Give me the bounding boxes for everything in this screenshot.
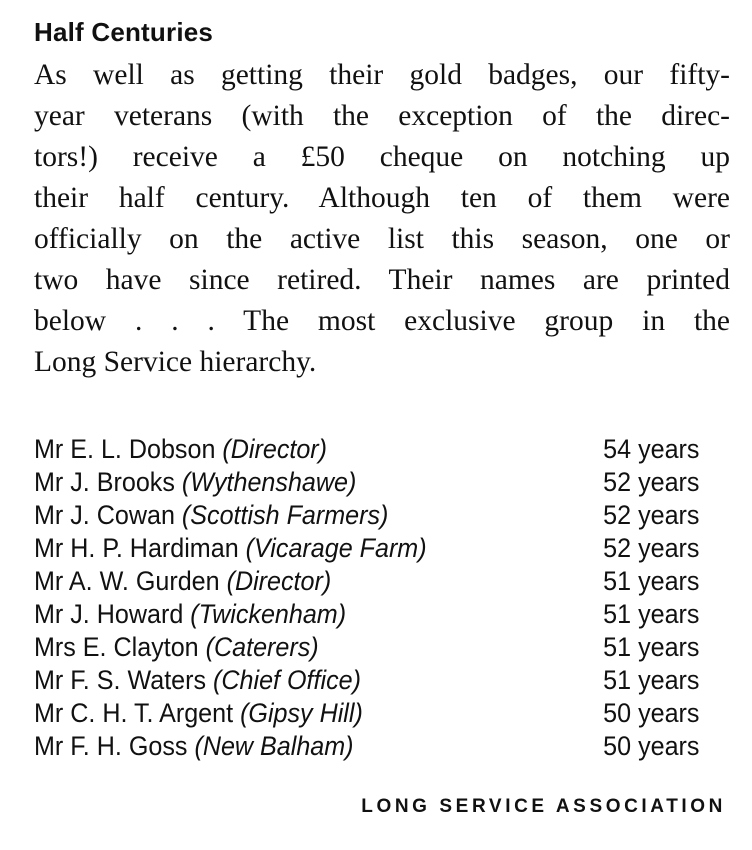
- veteran-department: (Vicarage Farm): [245, 533, 427, 563]
- intro-line: year veterans (with the exception of the direc-: [34, 100, 730, 132]
- section-footer: LONG SERVICE ASSOCIATION: [361, 796, 726, 817]
- list-item: [34, 565, 730, 598]
- list-item: [34, 664, 730, 697]
- veteran-name: Mr F. H. Goss: [34, 731, 188, 761]
- list-item: [34, 631, 730, 664]
- veteran-name: Mr E. L. Dobson: [34, 434, 216, 464]
- veteran-department: (Wythenshawe): [181, 467, 357, 497]
- veteran-years: 51 years: [603, 665, 700, 695]
- veteran-years: 50 years: [603, 731, 700, 761]
- veteran-department: (Director): [226, 566, 332, 596]
- veteran-years: 52 years: [603, 533, 700, 563]
- veteran-years: 52 years: [603, 500, 700, 530]
- list-item: [34, 598, 730, 631]
- veteran-name: Mrs E. Clayton: [34, 632, 199, 662]
- intro-line: Long Service hierarchy.: [34, 346, 317, 378]
- list-item: [34, 466, 730, 499]
- intro-line: officially on the active list this season, one or: [34, 223, 730, 255]
- veterans-list: [34, 433, 730, 763]
- veteran-name: Mr J. Cowan: [34, 500, 175, 530]
- veteran-name: Mr F. S. Waters: [34, 665, 207, 695]
- veteran-name: Mr C. H. T. Argent: [34, 698, 234, 728]
- veteran-years: 52 years: [603, 467, 700, 497]
- intro-line: tors!) receive a £50 cheque on notching up: [34, 141, 730, 173]
- list-item: [34, 433, 730, 466]
- veteran-department: (Caterers): [205, 632, 319, 662]
- veteran-name: Mr H. P. Hardiman: [34, 533, 239, 563]
- veteran-department: (Twickenham): [190, 599, 347, 629]
- veteran-years: 51 years: [603, 632, 700, 662]
- veteran-years: 51 years: [603, 566, 700, 596]
- intro-line: two have since retired. Their names are printed: [34, 264, 730, 296]
- veteran-name: Mr A. W. Gurden: [34, 566, 220, 596]
- intro-paragraph: [34, 55, 730, 383]
- veteran-department: (New Balham): [194, 731, 354, 761]
- veteran-years: 51 years: [603, 599, 700, 629]
- veteran-name: Mr J. Howard: [34, 599, 184, 629]
- list-item: [34, 532, 730, 565]
- veteran-department: (Director): [222, 434, 328, 464]
- intro-line: As well as getting their gold badges, our fifty-: [34, 59, 730, 91]
- intro-line: below . . . The most exclusive group in the: [34, 305, 730, 337]
- veteran-department: (Gipsy Hill): [240, 698, 363, 728]
- list-item: [34, 499, 730, 532]
- veteran-department: (Chief Office): [213, 665, 361, 695]
- list-item: [34, 697, 730, 730]
- veteran-name: Mr J. Brooks: [34, 467, 175, 497]
- article-heading: Half Centuries: [34, 17, 214, 47]
- veteran-department: (Scottish Farmers): [181, 500, 389, 530]
- veteran-years: 50 years: [603, 698, 700, 728]
- list-item: [34, 730, 730, 763]
- intro-line: their half century. Although ten of them were: [34, 182, 730, 214]
- veteran-years: 54 years: [603, 434, 700, 464]
